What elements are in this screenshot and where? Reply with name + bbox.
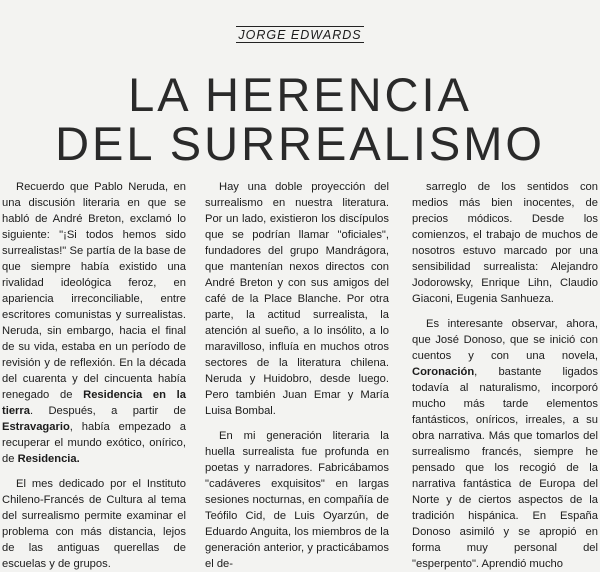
- title-line-2: DEL SURREALISMO: [55, 117, 545, 170]
- paragraph: Hay una doble proyección del surrealismo en nuestra literatura. Por un lado, existieron los discípulos que se podrían llamar "oficiales", fundadores del grupo Mandrágora, que mantenían nexos directos con André Breton y con sus amigos del café de la Place Blanche. Por otra parte, la actitud surrealista, la atención al sueño, a lo insólito, a lo maravilloso, influía en muchos otros sectores de la literatura chilena. Neruda y Huidobro, desde luego. Pero también Juan Emar y María Luisa Bombal.: [205, 181, 389, 417]
- paragraph: En mi generación literaria la huella surrealista fue profunda en poetas y narradores. Fabricábamos "cadáveres exquisitos" en largas sesiones nocturnas, en compañía de Teófilo Cid, de Luis Oyarzún, de Eduardo Anguita, los miembros de la generación anterior, y practicábamos el de-: [205, 430, 389, 570]
- title-line-1: LA HERENCIA: [128, 68, 472, 121]
- paragraph: Recuerdo que Pablo Neruda, en una discusión literaria en que se habló de André Breton, exclamó lo siguiente: "¡Si todos hemos sido surrealistas!" Se partía de la base de que siempre había existido una rivalidad ideológica feroz, en apariencia irreconciliable, entre escritores comunistas y surrealistas. Neruda, sin embargo, hacia el final de su vida, estaba en un período de revisión y de reflexión. En la década del cuarenta y del cincuenta había renegado de Residencia en la tierra. Después, a partir de Estravagario, había empezado a recuperar el mundo exótico, onírico, de Residencia.: [2, 181, 186, 465]
- text-column-2: [205, 179, 389, 570]
- paragraph: Es interesante observar, ahora, que José Donoso, que se inició con cuentos y con una novela, Coronación, bastante ligados todavía al naturalismo, incorporó mucho más tarde elementos fantásticos, oníricos, irreales, a su obra narrativa. Más que tomarlos del surrealismo francés, siempre he pensado que los recogió de la narrativa fantástica de Europa del Norte y de ciertos aspectos de la tradición hispánica. En España Donoso asimiló y se apropió en forma muy personal del "esperpento". Aprendió mucho: [412, 318, 598, 570]
- paragraph: El mes dedicado por el Instituto Chileno-Francés de Cultura al tema del surrealismo permite examinar el problema con más distancia, lejos de las antiguas querellas de escuelas y de grupos.: [2, 478, 186, 570]
- author-byline: JORGE EDWARDS: [238, 28, 362, 42]
- article-title: [0, 70, 600, 168]
- paragraph: sarreglo de los sentidos con medios más bien inocentes, de precios módicos. Desde los comienzos, el trabajo de muchos de nosotros estuvo marcado por una sensibilidad surrealista: Alejandro Jodorowsky, Enrique Lihn, Claudio Giaconi, Eugenia Sanhueza.: [412, 181, 598, 305]
- text-column-3: [412, 179, 598, 570]
- text-column-1: [2, 179, 186, 570]
